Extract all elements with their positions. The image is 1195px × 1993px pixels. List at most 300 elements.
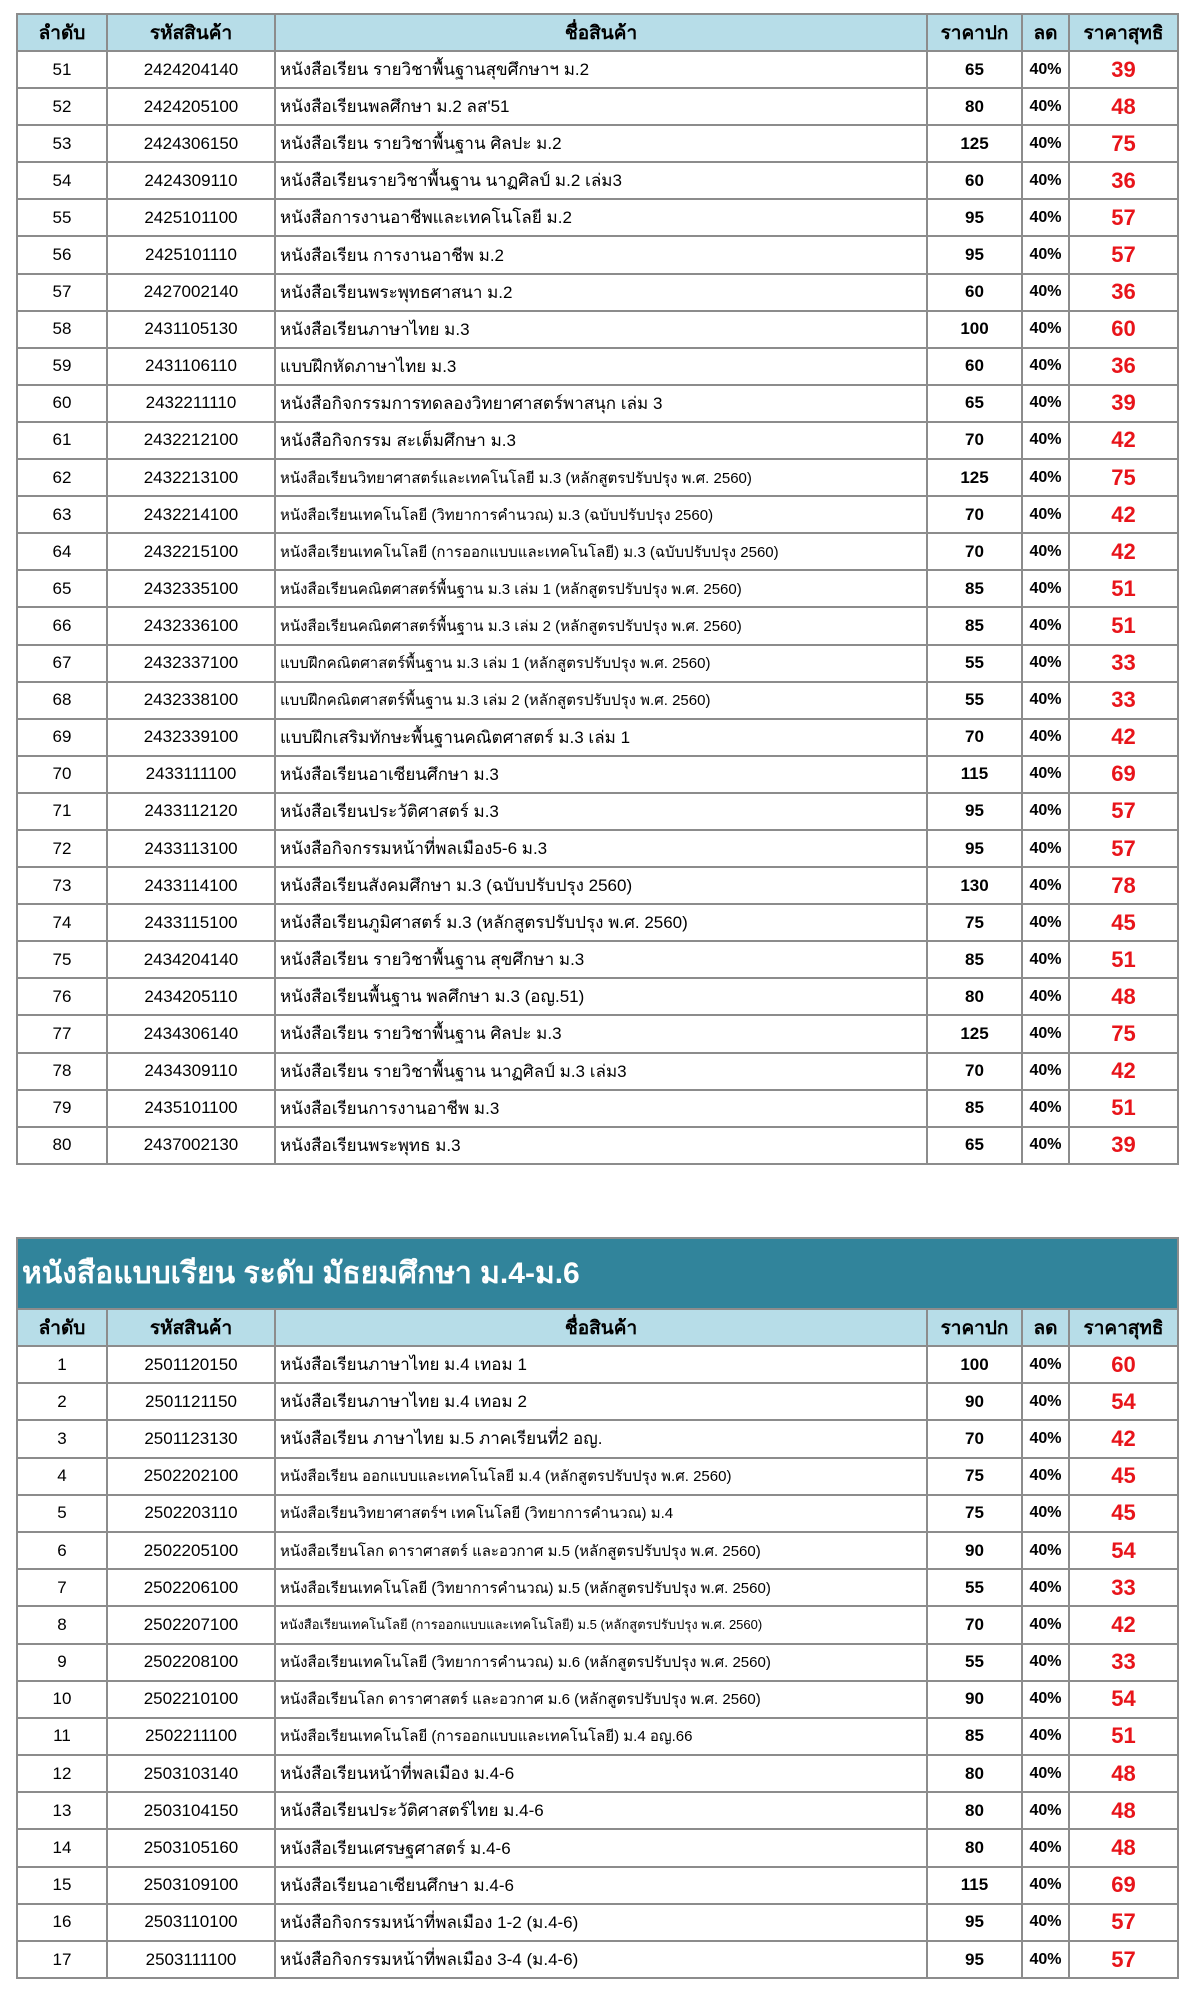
discount: 40% [1022, 1346, 1069, 1383]
discount: 40% [1022, 274, 1069, 311]
row-number: 2 [17, 1383, 107, 1420]
discount: 40% [1022, 1829, 1069, 1866]
column-header-discount: ลด [1022, 1309, 1069, 1346]
list-price: 80 [927, 1755, 1022, 1792]
table-row [17, 274, 1178, 311]
net-price: 45 [1069, 904, 1178, 941]
table-header-row [17, 14, 1178, 51]
table-row [17, 1606, 1178, 1643]
product-code: 2425101100 [107, 199, 275, 236]
discount: 40% [1022, 496, 1069, 533]
discount: 40% [1022, 533, 1069, 570]
product-code: 2503110100 [107, 1904, 275, 1941]
table-header-row [17, 1309, 1178, 1346]
net-price: 45 [1069, 1458, 1178, 1495]
list-price: 60 [927, 348, 1022, 385]
table-row [17, 1383, 1178, 1420]
net-price: 48 [1069, 1792, 1178, 1829]
product-name: แบบฝึกหัดภาษาไทย ม.3 [275, 348, 927, 385]
product-code: 2503111100 [107, 1941, 275, 1978]
net-price: 42 [1069, 719, 1178, 756]
list-price: 85 [927, 1718, 1022, 1755]
discount: 40% [1022, 1644, 1069, 1681]
row-number: 14 [17, 1829, 107, 1866]
list-price: 95 [927, 793, 1022, 830]
row-number: 71 [17, 793, 107, 830]
product-code: 2432211110 [107, 385, 275, 422]
list-price: 90 [927, 1681, 1022, 1718]
table-row [17, 1718, 1178, 1755]
product-code: 2432338100 [107, 682, 275, 719]
table-row [17, 1495, 1178, 1532]
net-price: 57 [1069, 793, 1178, 830]
table-row [17, 1346, 1178, 1383]
row-number: 73 [17, 867, 107, 904]
table-row [17, 1792, 1178, 1829]
list-price: 115 [927, 1867, 1022, 1904]
product-code: 2433113100 [107, 830, 275, 867]
discount: 40% [1022, 125, 1069, 162]
row-number: 56 [17, 236, 107, 273]
product-code: 2424205100 [107, 88, 275, 125]
product-name: แบบฝึกเสริมทักษะพื้นฐานคณิตศาสตร์ ม.3 เล่ม 1 [275, 719, 927, 756]
column-header-net-price: ราคาสุทธิ [1069, 1309, 1178, 1346]
table-body [17, 51, 1178, 1164]
net-price: 51 [1069, 1090, 1178, 1127]
net-price: 69 [1069, 756, 1178, 793]
discount: 40% [1022, 162, 1069, 199]
net-price: 33 [1069, 645, 1178, 682]
product-code: 2502210100 [107, 1681, 275, 1718]
table-row [17, 570, 1178, 607]
product-name: หนังสือกิจกรรม สะเต็มศึกษา ม.3 [275, 422, 927, 459]
net-price: 42 [1069, 1053, 1178, 1090]
product-name: หนังสือเรียนพระพุทธ ม.3 [275, 1127, 927, 1164]
section-title: หนังสือแบบเรียน ระดับ มัธยมศึกษา ม.4-ม.6 [17, 1238, 1178, 1309]
discount: 40% [1022, 1458, 1069, 1495]
row-number: 79 [17, 1090, 107, 1127]
product-code: 2433115100 [107, 904, 275, 941]
list-price: 95 [927, 830, 1022, 867]
table-row [17, 1755, 1178, 1792]
discount: 40% [1022, 682, 1069, 719]
row-number: 17 [17, 1941, 107, 1978]
list-price: 55 [927, 645, 1022, 682]
row-number: 54 [17, 162, 107, 199]
row-number: 70 [17, 756, 107, 793]
row-number: 55 [17, 199, 107, 236]
net-price: 42 [1069, 496, 1178, 533]
product-code: 2503104150 [107, 1792, 275, 1829]
discount: 40% [1022, 1941, 1069, 1978]
list-price: 125 [927, 1015, 1022, 1052]
net-price: 48 [1069, 1755, 1178, 1792]
column-header-list-price: ราคาปก [927, 14, 1022, 51]
product-name: หนังสือเรียนเทคโนโลยี (การออกแบบและเทคโนโลยี) ม.3 (ฉบับปรับปรุง 2560) [275, 533, 927, 570]
discount: 40% [1022, 88, 1069, 125]
discount: 40% [1022, 1090, 1069, 1127]
table-row [17, 1458, 1178, 1495]
product-code: 2502211100 [107, 1718, 275, 1755]
column-header-no: ลำดับ [17, 1309, 107, 1346]
table-row [17, 1090, 1178, 1127]
product-code: 2503109100 [107, 1867, 275, 1904]
row-number: 11 [17, 1718, 107, 1755]
product-name: หนังสือเรียนภาษาไทย ม.4 เทอม 1 [275, 1346, 927, 1383]
row-number: 68 [17, 682, 107, 719]
list-price: 70 [927, 422, 1022, 459]
price-table-section-1 [16, 13, 1179, 1165]
list-price: 70 [927, 533, 1022, 570]
list-price: 80 [927, 88, 1022, 125]
net-price: 36 [1069, 162, 1178, 199]
discount: 40% [1022, 1681, 1069, 1718]
discount: 40% [1022, 1904, 1069, 1941]
discount: 40% [1022, 1532, 1069, 1569]
product-name: หนังสือเรียนประวัติศาสตร์ ม.3 [275, 793, 927, 830]
table-row [17, 459, 1178, 496]
net-price: 45 [1069, 1495, 1178, 1532]
table-row [17, 51, 1178, 88]
table-row [17, 1904, 1178, 1941]
row-number: 76 [17, 978, 107, 1015]
row-number: 4 [17, 1458, 107, 1495]
list-price: 80 [927, 978, 1022, 1015]
discount: 40% [1022, 311, 1069, 348]
list-price: 95 [927, 236, 1022, 273]
discount: 40% [1022, 1755, 1069, 1792]
row-number: 65 [17, 570, 107, 607]
product-name: หนังสือเรียนเศรษฐศาสตร์ ม.4-6 [275, 1829, 927, 1866]
discount: 40% [1022, 719, 1069, 756]
product-code: 2503103140 [107, 1755, 275, 1792]
product-name: หนังสือเรียนพระพุทธศาสนา ม.2 [275, 274, 927, 311]
net-price: 60 [1069, 311, 1178, 348]
list-price: 130 [927, 867, 1022, 904]
net-price: 57 [1069, 1941, 1178, 1978]
product-code: 2434204140 [107, 941, 275, 978]
row-number: 7 [17, 1569, 107, 1606]
discount: 40% [1022, 1015, 1069, 1052]
net-price: 69 [1069, 1867, 1178, 1904]
product-name: หนังสือกิจกรรมหน้าที่พลเมือง 3-4 (ม.4-6) [275, 1941, 927, 1978]
net-price: 57 [1069, 236, 1178, 273]
table-row [17, 607, 1178, 644]
product-name: หนังสือเรียน ออกแบบและเทคโนโลยี ม.4 (หลักสูตรปรับปรุง พ.ศ. 2560) [275, 1458, 927, 1495]
product-name: หนังสือเรียนเทคโนโลยี (การออกแบบและเทคโนโลยี) ม.4 อญ.66 [275, 1718, 927, 1755]
discount: 40% [1022, 904, 1069, 941]
row-number: 13 [17, 1792, 107, 1829]
discount: 40% [1022, 1127, 1069, 1164]
table-row [17, 125, 1178, 162]
row-number: 51 [17, 51, 107, 88]
table-row [17, 793, 1178, 830]
row-number: 53 [17, 125, 107, 162]
product-name: หนังสือเรียนโลก ดาราศาสตร์ และอวกาศ ม.6 (หลักสูตรปรับปรุง พ.ศ. 2560) [275, 1681, 927, 1718]
row-number: 16 [17, 1904, 107, 1941]
list-price: 65 [927, 1127, 1022, 1164]
product-code: 2424309110 [107, 162, 275, 199]
list-price: 70 [927, 1606, 1022, 1643]
product-code: 2502207100 [107, 1606, 275, 1643]
row-number: 8 [17, 1606, 107, 1643]
table-row [17, 645, 1178, 682]
table-row [17, 348, 1178, 385]
list-price: 90 [927, 1383, 1022, 1420]
net-price: 48 [1069, 978, 1178, 1015]
product-code: 2432336100 [107, 607, 275, 644]
row-number: 77 [17, 1015, 107, 1052]
discount: 40% [1022, 1792, 1069, 1829]
net-price: 39 [1069, 51, 1178, 88]
table-row [17, 496, 1178, 533]
discount: 40% [1022, 1420, 1069, 1457]
product-name: หนังสือเรียนพื้นฐาน พลศึกษา ม.3 (อญ.51) [275, 978, 927, 1015]
list-price: 85 [927, 607, 1022, 644]
table-row [17, 830, 1178, 867]
net-price: 54 [1069, 1681, 1178, 1718]
product-code: 2501121150 [107, 1383, 275, 1420]
discount: 40% [1022, 1718, 1069, 1755]
row-number: 58 [17, 311, 107, 348]
discount: 40% [1022, 978, 1069, 1015]
product-name: หนังสือเรียน รายวิชาพื้นฐาน ศิลปะ ม.2 [275, 125, 927, 162]
product-name: หนังสือเรียน รายวิชาพื้นฐาน นาฏศิลป์ ม.3 เล่ม3 [275, 1053, 927, 1090]
row-number: 5 [17, 1495, 107, 1532]
table-row [17, 682, 1178, 719]
net-price: 48 [1069, 88, 1178, 125]
table-row [17, 385, 1178, 422]
product-code: 2434309110 [107, 1053, 275, 1090]
list-price: 95 [927, 199, 1022, 236]
list-price: 70 [927, 1420, 1022, 1457]
table-row [17, 941, 1178, 978]
discount: 40% [1022, 1569, 1069, 1606]
net-price: 42 [1069, 1420, 1178, 1457]
list-price: 95 [927, 1904, 1022, 1941]
list-price: 60 [927, 274, 1022, 311]
net-price: 60 [1069, 1346, 1178, 1383]
product-name: หนังสือการงานอาชีพและเทคโนโลยี ม.2 [275, 199, 927, 236]
product-code: 2502205100 [107, 1532, 275, 1569]
price-table-section-2 [16, 1237, 1179, 1979]
list-price: 80 [927, 1792, 1022, 1829]
product-name: หนังสือเรียนสังคมศึกษา ม.3 (ฉบับปรับปรุง 2560) [275, 867, 927, 904]
list-price: 95 [927, 1941, 1022, 1978]
net-price: 51 [1069, 570, 1178, 607]
list-price: 55 [927, 682, 1022, 719]
table-row [17, 88, 1178, 125]
discount: 40% [1022, 236, 1069, 273]
product-name: หนังสือเรียนเทคโนโลยี (วิทยาการคำนวณ) ม.5 (หลักสูตรปรับปรุง พ.ศ. 2560) [275, 1569, 927, 1606]
row-number: 64 [17, 533, 107, 570]
row-number: 3 [17, 1420, 107, 1457]
discount: 40% [1022, 607, 1069, 644]
column-header-discount: ลด [1022, 14, 1069, 51]
list-price: 70 [927, 1053, 1022, 1090]
product-name: หนังสือเรียนวิทยาศาสตร์ฯ เทคโนโลยี (วิทยาการคำนวณ) ม.4 [275, 1495, 927, 1532]
row-number: 75 [17, 941, 107, 978]
product-name: หนังสือเรียนภาษาไทย ม.3 [275, 311, 927, 348]
product-code: 2434205110 [107, 978, 275, 1015]
list-price: 75 [927, 904, 1022, 941]
product-code: 2501123130 [107, 1420, 275, 1457]
discount: 40% [1022, 1867, 1069, 1904]
row-number: 12 [17, 1755, 107, 1792]
table-row [17, 1127, 1178, 1164]
row-number: 10 [17, 1681, 107, 1718]
product-name: หนังสือเรียนรายวิชาพื้นฐาน นาฏศิลป์ ม.2 เล่ม3 [275, 162, 927, 199]
product-name: หนังสือเรียนภาษาไทย ม.4 เทอม 2 [275, 1383, 927, 1420]
table-row [17, 1644, 1178, 1681]
list-price: 85 [927, 570, 1022, 607]
discount: 40% [1022, 1606, 1069, 1643]
product-name: หนังสือกิจกรรมการทดลองวิทยาศาสตร์พาสนุก เล่ม 3 [275, 385, 927, 422]
net-price: 33 [1069, 1569, 1178, 1606]
discount: 40% [1022, 1053, 1069, 1090]
product-code: 2432339100 [107, 719, 275, 756]
table-row [17, 311, 1178, 348]
product-name: หนังสือเรียน รายวิชาพื้นฐาน สุขศึกษา ม.3 [275, 941, 927, 978]
row-number: 57 [17, 274, 107, 311]
column-header-name: ชื่อสินค้า [275, 14, 927, 51]
discount: 40% [1022, 645, 1069, 682]
table-row [17, 978, 1178, 1015]
product-name: หนังสือเรียนการงานอาชีพ ม.3 [275, 1090, 927, 1127]
list-price: 125 [927, 125, 1022, 162]
product-code: 2432337100 [107, 645, 275, 682]
table-row [17, 236, 1178, 273]
list-price: 75 [927, 1458, 1022, 1495]
product-code: 2435101100 [107, 1090, 275, 1127]
product-code: 2433114100 [107, 867, 275, 904]
list-price: 65 [927, 51, 1022, 88]
product-code: 2434306140 [107, 1015, 275, 1052]
table-row [17, 162, 1178, 199]
table-row [17, 1941, 1178, 1978]
product-name: แบบฝึกคณิตศาสตร์พื้นฐาน ม.3 เล่ม 1 (หลักสูตรปรับปรุง พ.ศ. 2560) [275, 645, 927, 682]
list-price: 65 [927, 385, 1022, 422]
product-name: หนังสือเรียนเทคโนโลยี (การออกแบบและเทคโนโลยี) ม.5 (หลักสูตรปรับปรุง พ.ศ. 2560) [275, 1606, 927, 1643]
row-number: 63 [17, 496, 107, 533]
list-price: 75 [927, 1495, 1022, 1532]
row-number: 15 [17, 1867, 107, 1904]
discount: 40% [1022, 570, 1069, 607]
net-price: 42 [1069, 1606, 1178, 1643]
product-code: 2432335100 [107, 570, 275, 607]
row-number: 69 [17, 719, 107, 756]
discount: 40% [1022, 793, 1069, 830]
discount: 40% [1022, 941, 1069, 978]
product-code: 2425101110 [107, 236, 275, 273]
discount: 40% [1022, 348, 1069, 385]
product-code: 2424204140 [107, 51, 275, 88]
product-name: หนังสือเรียนพลศึกษา ม.2 ลส'51 [275, 88, 927, 125]
column-header-code: รหัสสินค้า [107, 14, 275, 51]
section-title-row [17, 1238, 1178, 1309]
table-row [17, 1053, 1178, 1090]
table-row [17, 422, 1178, 459]
net-price: 39 [1069, 1127, 1178, 1164]
table-body [17, 1346, 1178, 1978]
product-name: หนังสือเรียนเทคโนโลยี (วิทยาการคำนวณ) ม.3 (ฉบับปรับปรุง 2560) [275, 496, 927, 533]
product-name: หนังสือเรียนภูมิศาสตร์ ม.3 (หลักสูตรปรับปรุง พ.ศ. 2560) [275, 904, 927, 941]
product-code: 2431106110 [107, 348, 275, 385]
product-code: 2433111100 [107, 756, 275, 793]
row-number: 59 [17, 348, 107, 385]
table-row [17, 1829, 1178, 1866]
net-price: 75 [1069, 1015, 1178, 1052]
row-number: 78 [17, 1053, 107, 1090]
discount: 40% [1022, 756, 1069, 793]
net-price: 36 [1069, 274, 1178, 311]
product-name: หนังสือเรียนเทคโนโลยี (วิทยาการคำนวณ) ม.6 (หลักสูตรปรับปรุง พ.ศ. 2560) [275, 1644, 927, 1681]
row-number: 72 [17, 830, 107, 867]
net-price: 57 [1069, 830, 1178, 867]
product-name: หนังสือกิจกรรมหน้าที่พลเมือง5-6 ม.3 [275, 830, 927, 867]
row-number: 1 [17, 1346, 107, 1383]
list-price: 100 [927, 1346, 1022, 1383]
column-header-net-price: ราคาสุทธิ [1069, 14, 1178, 51]
discount: 40% [1022, 1383, 1069, 1420]
net-price: 48 [1069, 1829, 1178, 1866]
net-price: 51 [1069, 1718, 1178, 1755]
discount: 40% [1022, 51, 1069, 88]
product-name: หนังสือเรียนหน้าที่พลเมือง ม.4-6 [275, 1755, 927, 1792]
discount: 40% [1022, 459, 1069, 496]
table-row [17, 904, 1178, 941]
discount: 40% [1022, 1495, 1069, 1532]
table-row [17, 867, 1178, 904]
product-name: หนังสือเรียนคณิตศาสตร์พื้นฐาน ม.3 เล่ม 1 (หลักสูตรปรับปรุง พ.ศ. 2560) [275, 570, 927, 607]
product-code: 2424306150 [107, 125, 275, 162]
product-code: 2432212100 [107, 422, 275, 459]
table-row [17, 1015, 1178, 1052]
table-row [17, 1569, 1178, 1606]
list-price: 85 [927, 1090, 1022, 1127]
product-code: 2502202100 [107, 1458, 275, 1495]
product-name: แบบฝึกคณิตศาสตร์พื้นฐาน ม.3 เล่ม 2 (หลักสูตรปรับปรุง พ.ศ. 2560) [275, 682, 927, 719]
net-price: 75 [1069, 459, 1178, 496]
table-row [17, 1867, 1178, 1904]
table-row [17, 1532, 1178, 1569]
discount: 40% [1022, 830, 1069, 867]
column-header-list-price: ราคาปก [927, 1309, 1022, 1346]
table-row [17, 533, 1178, 570]
net-price: 42 [1069, 422, 1178, 459]
net-price: 42 [1069, 533, 1178, 570]
row-number: 74 [17, 904, 107, 941]
row-number: 52 [17, 88, 107, 125]
table-row [17, 756, 1178, 793]
product-code: 2502203110 [107, 1495, 275, 1532]
discount: 40% [1022, 422, 1069, 459]
product-name: หนังสือเรียน การงานอาชีพ ม.2 [275, 236, 927, 273]
product-name: หนังสือเรียนวิทยาศาสตร์และเทคโนโลยี ม.3 (หลักสูตรปรับปรุง พ.ศ. 2560) [275, 459, 927, 496]
product-code: 2502206100 [107, 1569, 275, 1606]
net-price: 51 [1069, 607, 1178, 644]
discount: 40% [1022, 867, 1069, 904]
product-name: หนังสือเรียน ภาษาไทย ม.5 ภาคเรียนที่2 อญ. [275, 1420, 927, 1457]
list-price: 100 [927, 311, 1022, 348]
product-name: หนังสือเรียน รายวิชาพื้นฐานสุขศึกษาฯ ม.2 [275, 51, 927, 88]
column-header-no: ลำดับ [17, 14, 107, 51]
row-number: 9 [17, 1644, 107, 1681]
product-code: 2432214100 [107, 496, 275, 533]
product-code: 2427002140 [107, 274, 275, 311]
list-price: 115 [927, 756, 1022, 793]
row-number: 6 [17, 1532, 107, 1569]
